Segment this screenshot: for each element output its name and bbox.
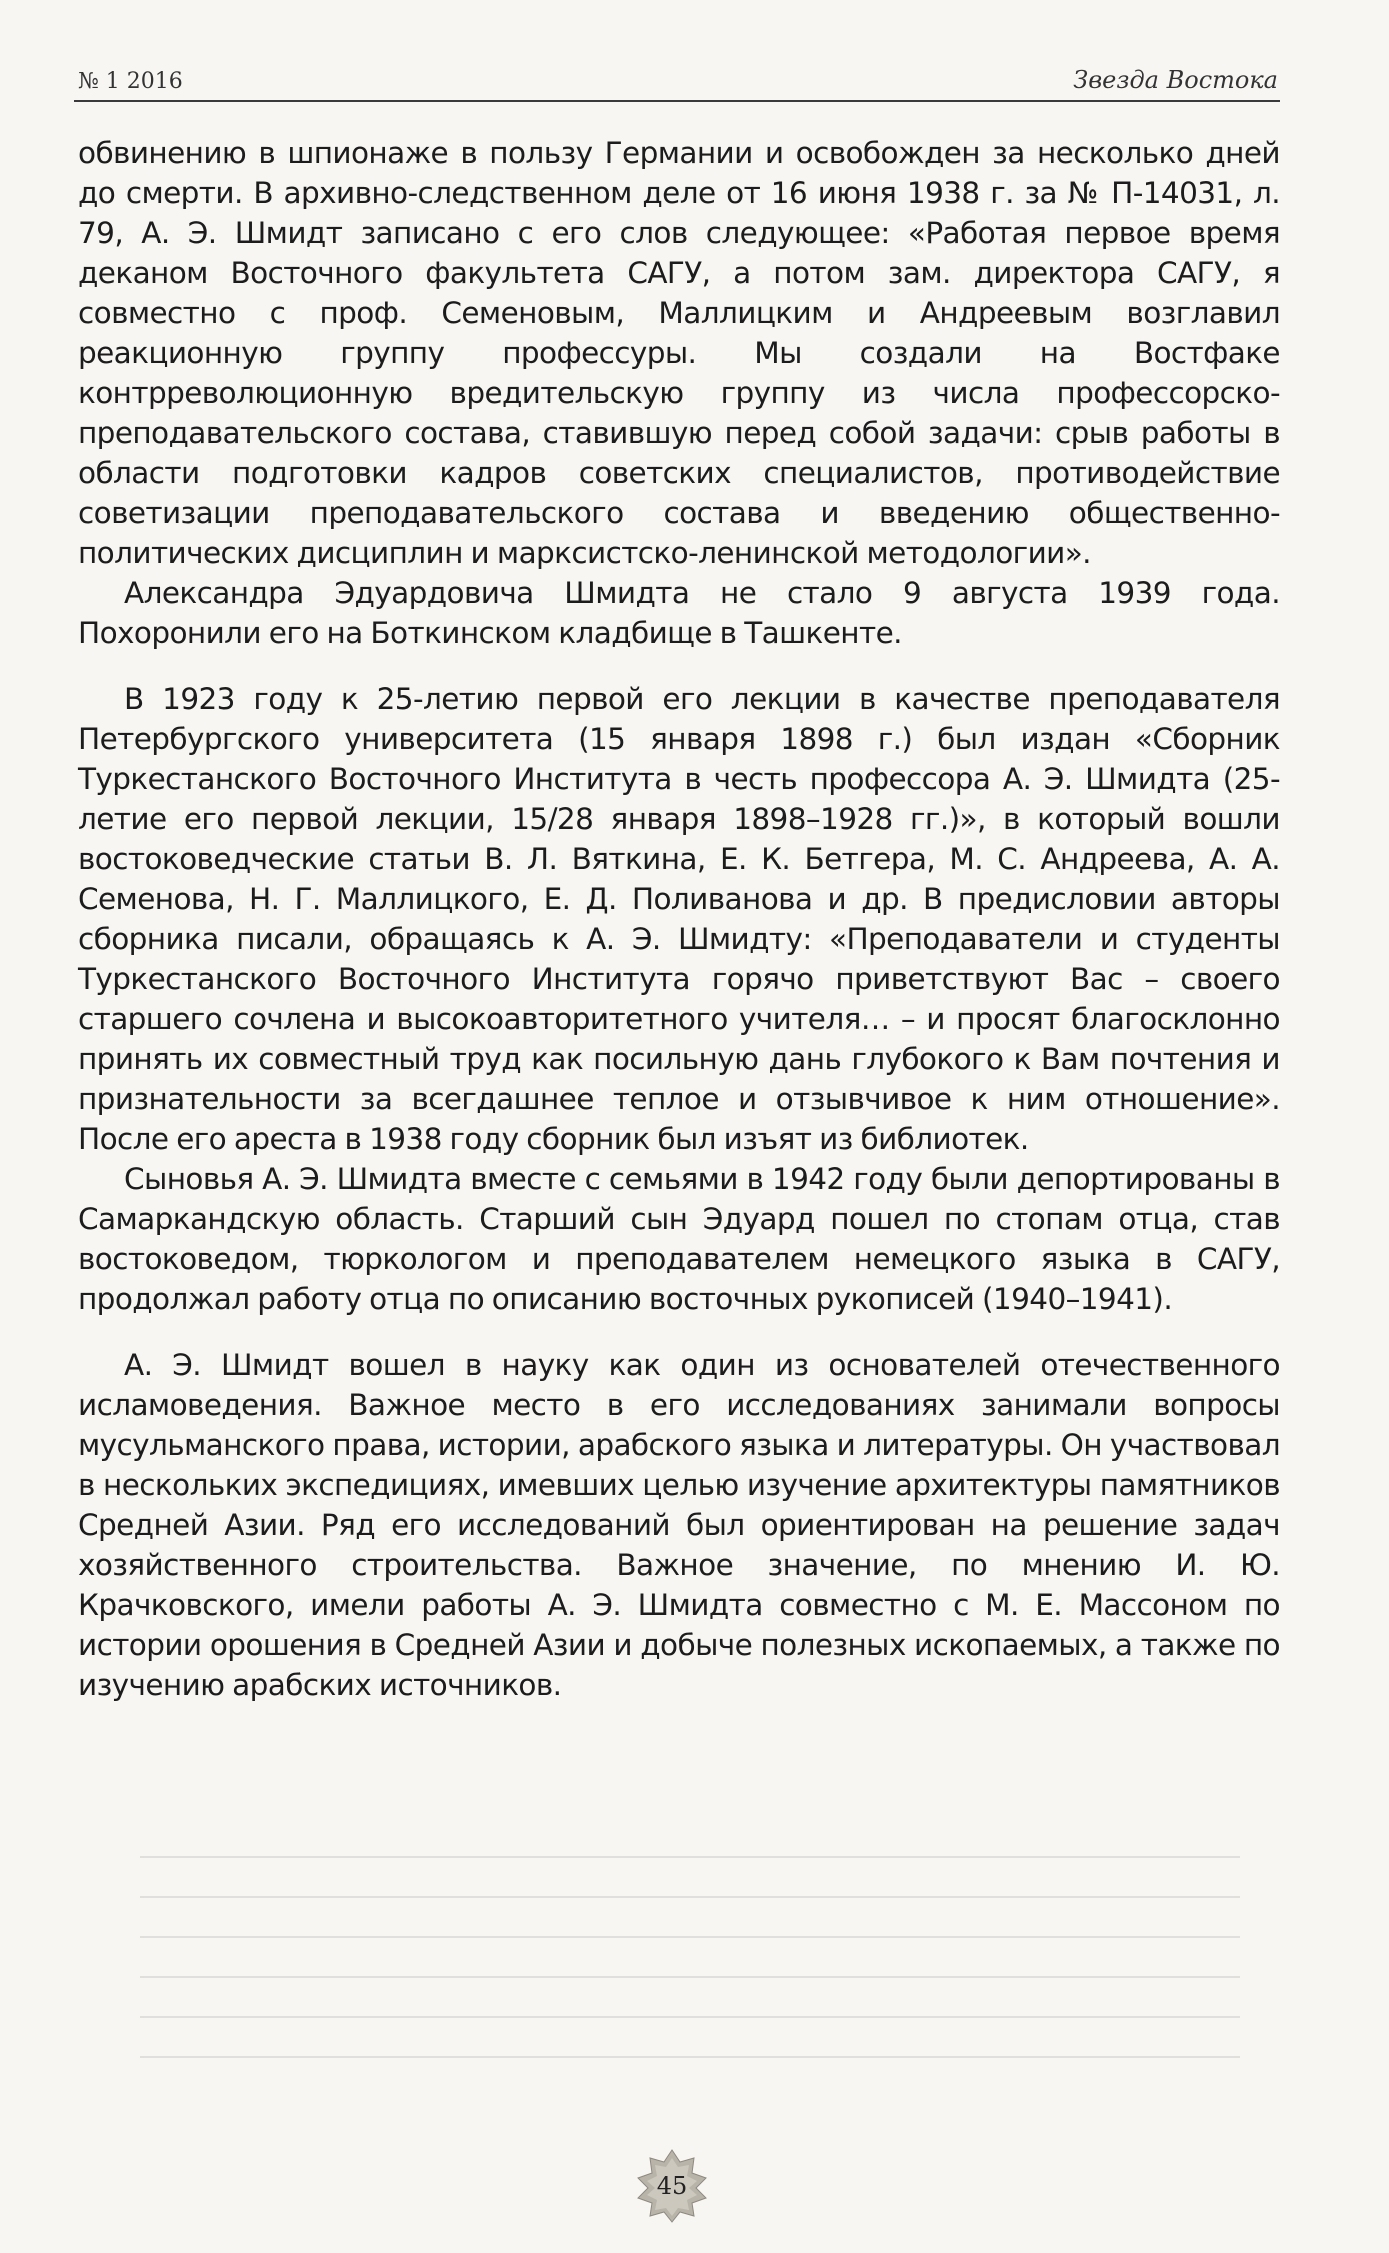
body-text bbox=[78, 133, 1280, 1705]
paragraph-2: Александра Эдуардовича Шмидта не стало 9 августа 1939 года. Похоронили его на Боткинском кладбище в Ташкенте. bbox=[78, 576, 1280, 650]
paragraph-3: В 1923 году к 25-летию первой его лекции в качестве преподавателя Петербургского университета (15 января 1898 г.) был издан «Сборник Туркестанского Восточного Института в честь профессора А. Э. Шмидта (25-летие его первой лекции, 15/28 января 1898–1928 гг.)», в который вошли востоковедческие статьи В. Л. Вяткина, Е. К. Бетгера, М. С. Андреева, А. А. Семенова, Н. Г. Маллицкого, Е. Д. Поливанова и др. В предисловии авторы сборника писали, обращаясь к А. Э. Шмидту: «Преподаватели и студенты Туркестанского Восточного Института горячо приветствуют Вас – своего старшего сочлена и высокоавторитетного учителя… – и просят благосклонно принять их совместный труд как посильную дань глубокого к Вам почтения и признательности за всегдашнее теплое и отзывчивое к ним отношение». После его ареста в 1938 году сборник был изъят из библиотек. bbox=[78, 682, 1280, 1156]
journal-title: Звезда Востока bbox=[1073, 66, 1278, 94]
paragraph-5: А. Э. Шмидт вошел в науку как один из основателей отечественного исламоведения. Важное место в его исследованиях занимали вопросы мусульманского права, истории, арабского языка и литературы. Он участвовал в нескольких экспедициях, имевших целью изучение архитектуры памятников Средней Азии. Ряд его исследований был ориентирован на решение задач хозяйственного строительства. Важное значение, по мнению И. Ю. Крачковского, имели работы А. Э. Шмидта совместно с М. Е. Массоном по истории орошения в Средней Азии и добыче полезных ископаемых, а также по изучению арабских источников. bbox=[78, 1348, 1280, 1702]
page-number: 45 bbox=[656, 2172, 688, 2200]
issue-number: № 1 2016 bbox=[78, 69, 183, 94]
page-number-badge bbox=[634, 2148, 710, 2224]
paragraph-1: обвинению в шпионаже в пользу Германии и освобожден за несколько дней до смерти. В архивно-следственном деле от 16 июня 1938 г. за № П-14031, л. 79, А. Э. Шмидт записано с его слов следующее: «Работая первое время деканом Восточного факультета САГУ, а потом зам. директора САГУ, я совместно с проф. Семеновым, Маллицким и Андреевым возглавил реакционную группу профессуры. Мы создали на Востфаке контрреволюционную вредительскую группу из числа профессорско-преподавательского состава, ставившую перед собой задачи: срыв работы в области подготовки кадров советских специалистов, противодействие советизации преподавательского состава и введению общественно-политических дисциплин и марксистско-ленинской методологии». bbox=[78, 136, 1280, 570]
paragraph-4: Сыновья А. Э. Шмидта вместе с семьями в 1942 году были депортированы в Самаркандскую область. Старший сын Эдуард пошел по стопам отца, став востоковедом, тюркологом и преподавателем немецкого языка в САГУ, продолжал работу отца по описанию восточных рукописей (1940–1941). bbox=[78, 1162, 1280, 1316]
bleed-through-shadow bbox=[140, 1840, 1240, 2090]
running-header bbox=[74, 58, 1280, 102]
